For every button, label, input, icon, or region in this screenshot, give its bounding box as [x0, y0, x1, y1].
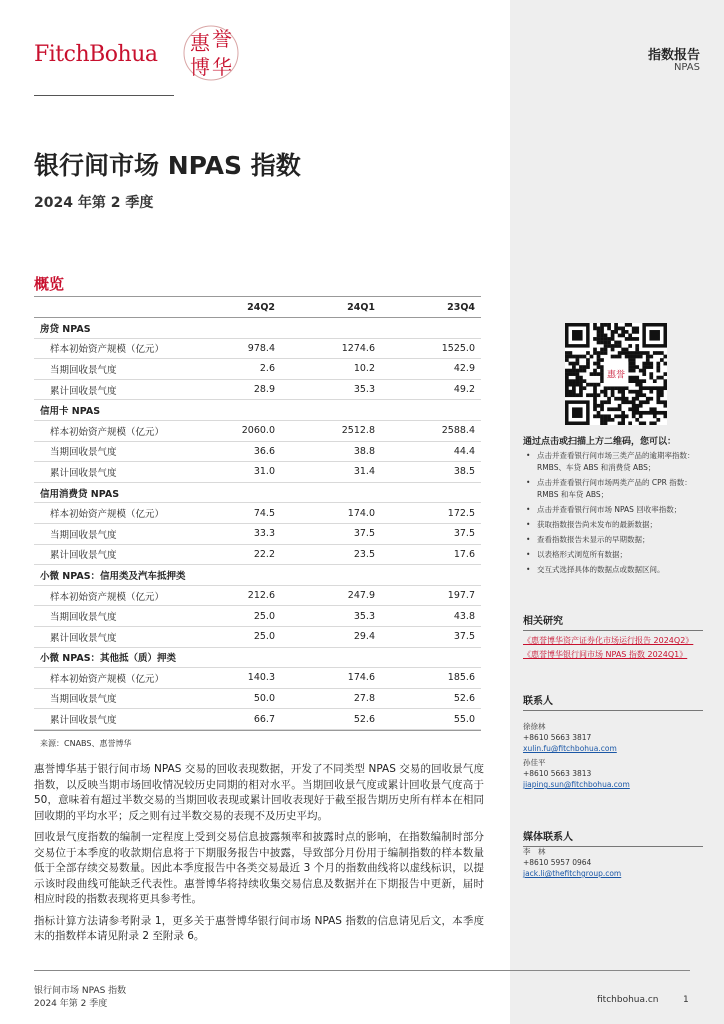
table-cell: 10.2: [353, 363, 375, 375]
row-label: 累计回收景气度: [50, 632, 117, 644]
paragraph: 回收景气度指数的编制一定程度上受到交易信息披露频率和披露时点的影响，在指数编制时部分交易位于本季度的收款期信息将于下期服务报告中披露，导致部分月份用于编制指数的样本数量低于全部存续交易数量。因此本季度报告中各类交易最近 3 个月的指数曲线将以虚线标识，以提示该时段曲线可能缺乏代表性。惠誉博华将持续收集交易信息及数据并在下期报告中更新，届时相应时段的指数表现将更具参考性。: [34, 831, 484, 905]
table-row: [34, 339, 481, 360]
contact-email[interactable]: jiaping.sun@fitchbohua.com: [523, 780, 630, 789]
paragraph: 指标计算方法请参考附录 1，更多关于惠誉博华银行间市场 NPAS 指数的信息请见后文，本季度末的指数样本请见附录 2 至附录 6。: [34, 914, 484, 942]
table-row: [34, 359, 481, 380]
table-group-row: [34, 483, 481, 504]
table-cell: 140.3: [247, 672, 275, 684]
table-cell: 50.0: [253, 692, 275, 704]
svg-text:博: 博: [190, 55, 210, 79]
table-cell: 44.4: [453, 445, 475, 457]
row-label: 当期回收景气度: [50, 529, 117, 541]
table-cell: 172.5: [447, 507, 475, 519]
table-cell: 212.6: [247, 590, 275, 602]
table-cell: 49.2: [453, 384, 475, 396]
table-row: [34, 462, 481, 483]
list-item: • 点击并查看银行间市场两类产品的 CPR 指数：RMBS 和车贷 ABS；: [523, 477, 703, 501]
table-header-cell: 24Q2: [247, 302, 275, 313]
row-label: 当期回收景气度: [50, 612, 117, 624]
page-title: 银行间市场 NPAS 指数: [34, 151, 301, 180]
list-item: • 点击并查看银行间市场三类产品的逾期率指数：RMBS、车贷 ABS 和消费贷 ABS；: [523, 450, 703, 474]
contact-phone: +8610 5663 3817: [523, 733, 592, 742]
table-cell: 38.8: [353, 445, 375, 457]
table-cell: 28.9: [253, 384, 275, 396]
table-cell: 31.0: [253, 466, 275, 478]
contact-card: [523, 721, 617, 754]
media-contact-card: [523, 846, 621, 879]
table-header-cell: 24Q1: [347, 302, 375, 313]
related-title: 相关研究: [523, 612, 703, 631]
table-row: [34, 421, 481, 442]
table-cell: 23.5: [353, 548, 375, 560]
report-code: NPAS: [673, 62, 700, 73]
related-links: [523, 634, 708, 662]
table-row: [34, 586, 481, 607]
overview-heading: 概览: [34, 275, 65, 293]
table-group-row: [34, 318, 481, 339]
table-cell: 35.3: [353, 384, 375, 396]
media-title: 媒体联系人: [523, 828, 703, 847]
logo-seal: [182, 24, 240, 82]
row-label: 信用消费贷 NPAS: [40, 488, 120, 500]
row-label: 当期回收景气度: [50, 694, 117, 706]
list-item: • 交互式选择具体的数据点或数据区间。: [523, 564, 703, 576]
footer-site[interactable]: fitchbohua.cn: [597, 995, 659, 1005]
table-cell: 247.9: [347, 590, 375, 602]
qr-title: 通过点击或扫描上方二维码，您可以：: [523, 437, 677, 447]
body-text: [34, 762, 484, 951]
table-cell: 2.6: [259, 363, 275, 375]
row-label: 累计回收景气度: [50, 715, 117, 727]
table-cell: 31.4: [353, 466, 375, 478]
row-label: 样本初始资产规模（亿元）: [50, 509, 165, 521]
table-cell: 29.4: [353, 631, 375, 643]
table-cell: 174.0: [347, 507, 375, 519]
table-body: [34, 318, 481, 730]
table-row: [34, 545, 481, 566]
media-name: 李 林: [523, 847, 546, 856]
table-row: [34, 627, 481, 648]
table-cell: 35.3: [353, 610, 375, 622]
table-row: [34, 442, 481, 463]
row-label: 小微 NPAS：其他抵（质）押类: [40, 653, 177, 665]
table-cell: 197.7: [447, 590, 475, 602]
row-label: 小微 NPAS：信用类及汽车抵押类: [40, 570, 186, 582]
table-cell: 42.9: [453, 363, 475, 375]
table-header: [34, 296, 481, 318]
svg-text:惠: 惠: [190, 31, 210, 55]
table-cell: 25.0: [253, 610, 275, 622]
related-link[interactable]: 《惠誉博华银行间市场 NPAS 指数 2024Q1》: [523, 650, 688, 659]
table-cell: 36.6: [253, 445, 275, 457]
report-type: 指数报告: [647, 48, 700, 63]
list-item: • 获取指数报告尚未发布的最新数据；: [523, 519, 703, 531]
table-group-row: [34, 400, 481, 421]
table-cell: 37.5: [453, 528, 475, 540]
table-cell: 2588.4: [441, 425, 475, 437]
qr-code-image[interactable]: [565, 323, 667, 425]
logo-text: FitchBohua: [34, 42, 158, 67]
table-row: [34, 606, 481, 627]
table-cell: 185.6: [447, 672, 475, 684]
table-row: [34, 709, 481, 730]
table-row: [34, 668, 481, 689]
contact-name: 徐徐林: [523, 722, 546, 731]
table-cell: 52.6: [353, 713, 375, 725]
table-cell: 22.2: [253, 548, 275, 560]
row-label: 样本初始资产规模（亿元）: [50, 344, 165, 356]
footer-divider: [34, 970, 690, 971]
table-source: 来源：CNABS、惠誉博华: [34, 730, 481, 750]
list-item: • 点击并查看银行间市场 NPAS 回收率指数；: [523, 504, 703, 516]
qr-feature-list: [523, 450, 703, 579]
row-label: 样本初始资产规模（亿元）: [50, 591, 165, 603]
table-row: [34, 503, 481, 524]
table-cell: 55.0: [453, 713, 475, 725]
table-cell: 1274.6: [341, 342, 375, 354]
list-item: • 查看指数报告未显示的早期数据；: [523, 534, 703, 546]
media-email[interactable]: jack.li@thefitchgroup.com: [523, 869, 622, 878]
related-link[interactable]: 《惠誉博华资产证券化市场运行报告 2024Q2》: [523, 636, 694, 645]
list-item: • 以表格形式浏览所有数据；: [523, 549, 703, 561]
table-cell: 66.7: [253, 713, 275, 725]
page-subtitle: 2024 年第 2 季度: [34, 195, 154, 211]
table-row: [34, 524, 481, 545]
table-cell: 27.8: [353, 692, 375, 704]
paragraph: 惠誉博华基于银行间市场 NPAS 交易的回收表现数据，开发了不同类型 NPAS 交易的回收景气度指数，以反映当期市场回收情况较历史同期的相对水平。当期回收景气度或累计回收景气度高于 50，意味着有超过半数交易的当期回收表现或累计回收表现好于截至报告期历史所有样本在相同回收期的平均水平；反之则有过半数交易的表现不及历史平均。: [34, 763, 484, 822]
contact-phone: +8610 5663 3813: [523, 769, 592, 778]
row-label: 累计回收景气度: [50, 550, 117, 562]
table-group-row: [34, 565, 481, 586]
contact-name: 孙佳平: [523, 758, 546, 767]
row-label: 当期回收景气度: [50, 447, 117, 459]
table-cell: 43.8: [453, 610, 475, 622]
overview-table: [34, 296, 481, 750]
svg-text:誉: 誉: [212, 27, 232, 51]
table-cell: 978.4: [247, 342, 275, 354]
table-cell: 2512.8: [341, 425, 375, 437]
footer-period: 2024 年第 2 季度: [34, 999, 108, 1009]
page-number: 1: [683, 995, 689, 1005]
table-cell: 38.5: [453, 466, 475, 478]
row-label: 样本初始资产规模（亿元）: [50, 673, 165, 685]
table-row: [34, 380, 481, 401]
row-label: 累计回收景气度: [50, 385, 117, 397]
qr-code[interactable]: [565, 323, 667, 425]
svg-text:华: 华: [212, 55, 232, 79]
table-cell: 17.6: [453, 548, 475, 560]
media-phone: +8610 5957 0964: [523, 858, 592, 867]
table-cell: 33.3: [253, 528, 275, 540]
contact-email[interactable]: xulin.fu@fitchbohua.com: [523, 744, 617, 753]
row-label: 房贷 NPAS: [40, 323, 91, 335]
row-label: 样本初始资产规模（亿元）: [50, 426, 165, 438]
row-label: 累计回收景气度: [50, 467, 117, 479]
row-label: 信用卡 NPAS: [40, 406, 101, 418]
table-header-cell: 23Q4: [447, 302, 475, 313]
fitchbohua-logo: [34, 24, 254, 84]
table-cell: 2060.0: [241, 425, 275, 437]
table-cell: 37.5: [453, 631, 475, 643]
table-cell: 174.6: [347, 672, 375, 684]
table-cell: 52.6: [453, 692, 475, 704]
contacts-title: 联系人: [523, 692, 703, 711]
table-group-row: [34, 648, 481, 669]
table-cell: 37.5: [353, 528, 375, 540]
table-cell: 74.5: [253, 507, 275, 519]
table-header-cell: [34, 297, 181, 317]
table-cell: 25.0: [253, 631, 275, 643]
row-label: 当期回收景气度: [50, 364, 117, 376]
contact-card: [523, 757, 630, 790]
logo-divider: [34, 95, 174, 96]
table-row: [34, 689, 481, 710]
footer-title: 银行间市场 NPAS 指数: [34, 986, 127, 996]
table-cell: 1525.0: [441, 342, 475, 354]
svg-text:惠誉: 惠誉: [606, 370, 626, 381]
